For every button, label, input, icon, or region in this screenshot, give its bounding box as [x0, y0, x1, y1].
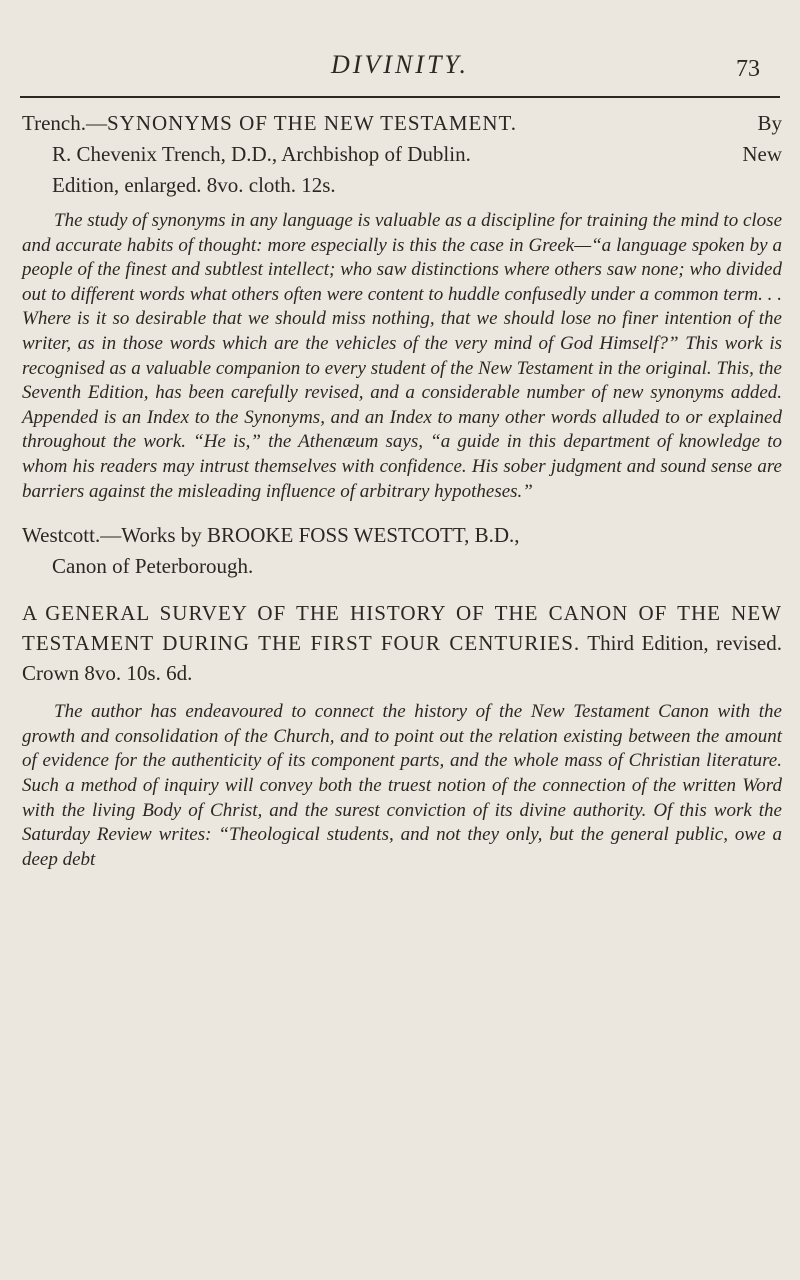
trench-heading: [22, 108, 782, 201]
westcott-book: [22, 598, 782, 872]
westcott-heading: [22, 520, 782, 582]
trench-author-line: [22, 139, 782, 170]
dash: —: [100, 523, 122, 548]
book-title: SYNONYMS OF THE NEW TESTAMENT.: [106, 111, 518, 135]
by-label: By: [757, 111, 782, 135]
author-name: Trench.: [22, 111, 86, 135]
author-full: R. Chevenix Trench, D.D., Archbishop of Dublin.: [52, 142, 471, 166]
book-title: GENERAL SURVEY OF THE HISTORY OF THE CANON OF THE NEW TESTAMENT DURING THE FIRST FOUR CENTURIES.: [22, 601, 782, 656]
page-number: 73: [736, 56, 760, 82]
book-prefix: A: [22, 601, 37, 626]
book-edition: Third Edition, revised. Crown 8vo. 10s. 6d.: [22, 631, 782, 686]
book-heading: [22, 598, 782, 688]
works-intro: Works by BROOKE FOSS WESTCOTT, B.D.,: [121, 523, 520, 548]
entry-westcott: [22, 520, 782, 872]
book-description: The author has endeavoured to connect the history of the New Testament Canon with the growth and consolidation of the Church, and to point out the relation existing between the amount of evidence for the authenticity of its component parts, and the whole mass of Christian literature. Such a method of inquiry will convey both the truest notion of the connection of the written Word with the living Body of Christ, and the surest conviction of its divine authority. Of this work the Saturday Review writes: “Theological students, and not they only, but the general public, owe a deep debt: [22, 701, 782, 870]
dash: —: [85, 111, 107, 135]
trench-description: The study of synonyms in any language is valuable as a discipline for training the mind to close and accurate habits of thought: more especially is this the case in Greek—“a language spoken by a people of the finest and subtlest intellect; who saw distinctions where others saw none; who divided out to different words what others often were content to huddle confusedly under a common term. . . Where is it so desirable that we should miss nothing, that we should lose no finer intention of the writer, as in those words which are the vehicles of the very mind of God Himself?” This work is recognised as a valuable companion to every student of the New Testament in the original. This, the Seventh Edition, has been carefully revised, and a considerable number of new synonyms added. Appended is an Index to the Synonyms, and an Index to many other words alluded to or explained throughout the work. “He is,” the Athenæum says, “a guide in this department of knowledge to whom his readers may intrust themselves with confidence. His sober judgment and sound sense are barriers against the misleading influence of arbitrary hypotheses.”: [22, 210, 782, 502]
author-position: Canon of Peterborough.: [52, 554, 254, 579]
trench-title-line: [22, 108, 782, 139]
edition-new: New: [742, 142, 782, 166]
header-rule: [20, 96, 780, 98]
trench-edition-line: Edition, enlarged. 8vo. cloth. 12s.: [52, 173, 336, 197]
author-name: Westcott.: [22, 523, 101, 548]
entry-trench: [22, 108, 782, 504]
running-head: DIVINITY.: [330, 50, 469, 79]
page-content: [22, 108, 782, 872]
